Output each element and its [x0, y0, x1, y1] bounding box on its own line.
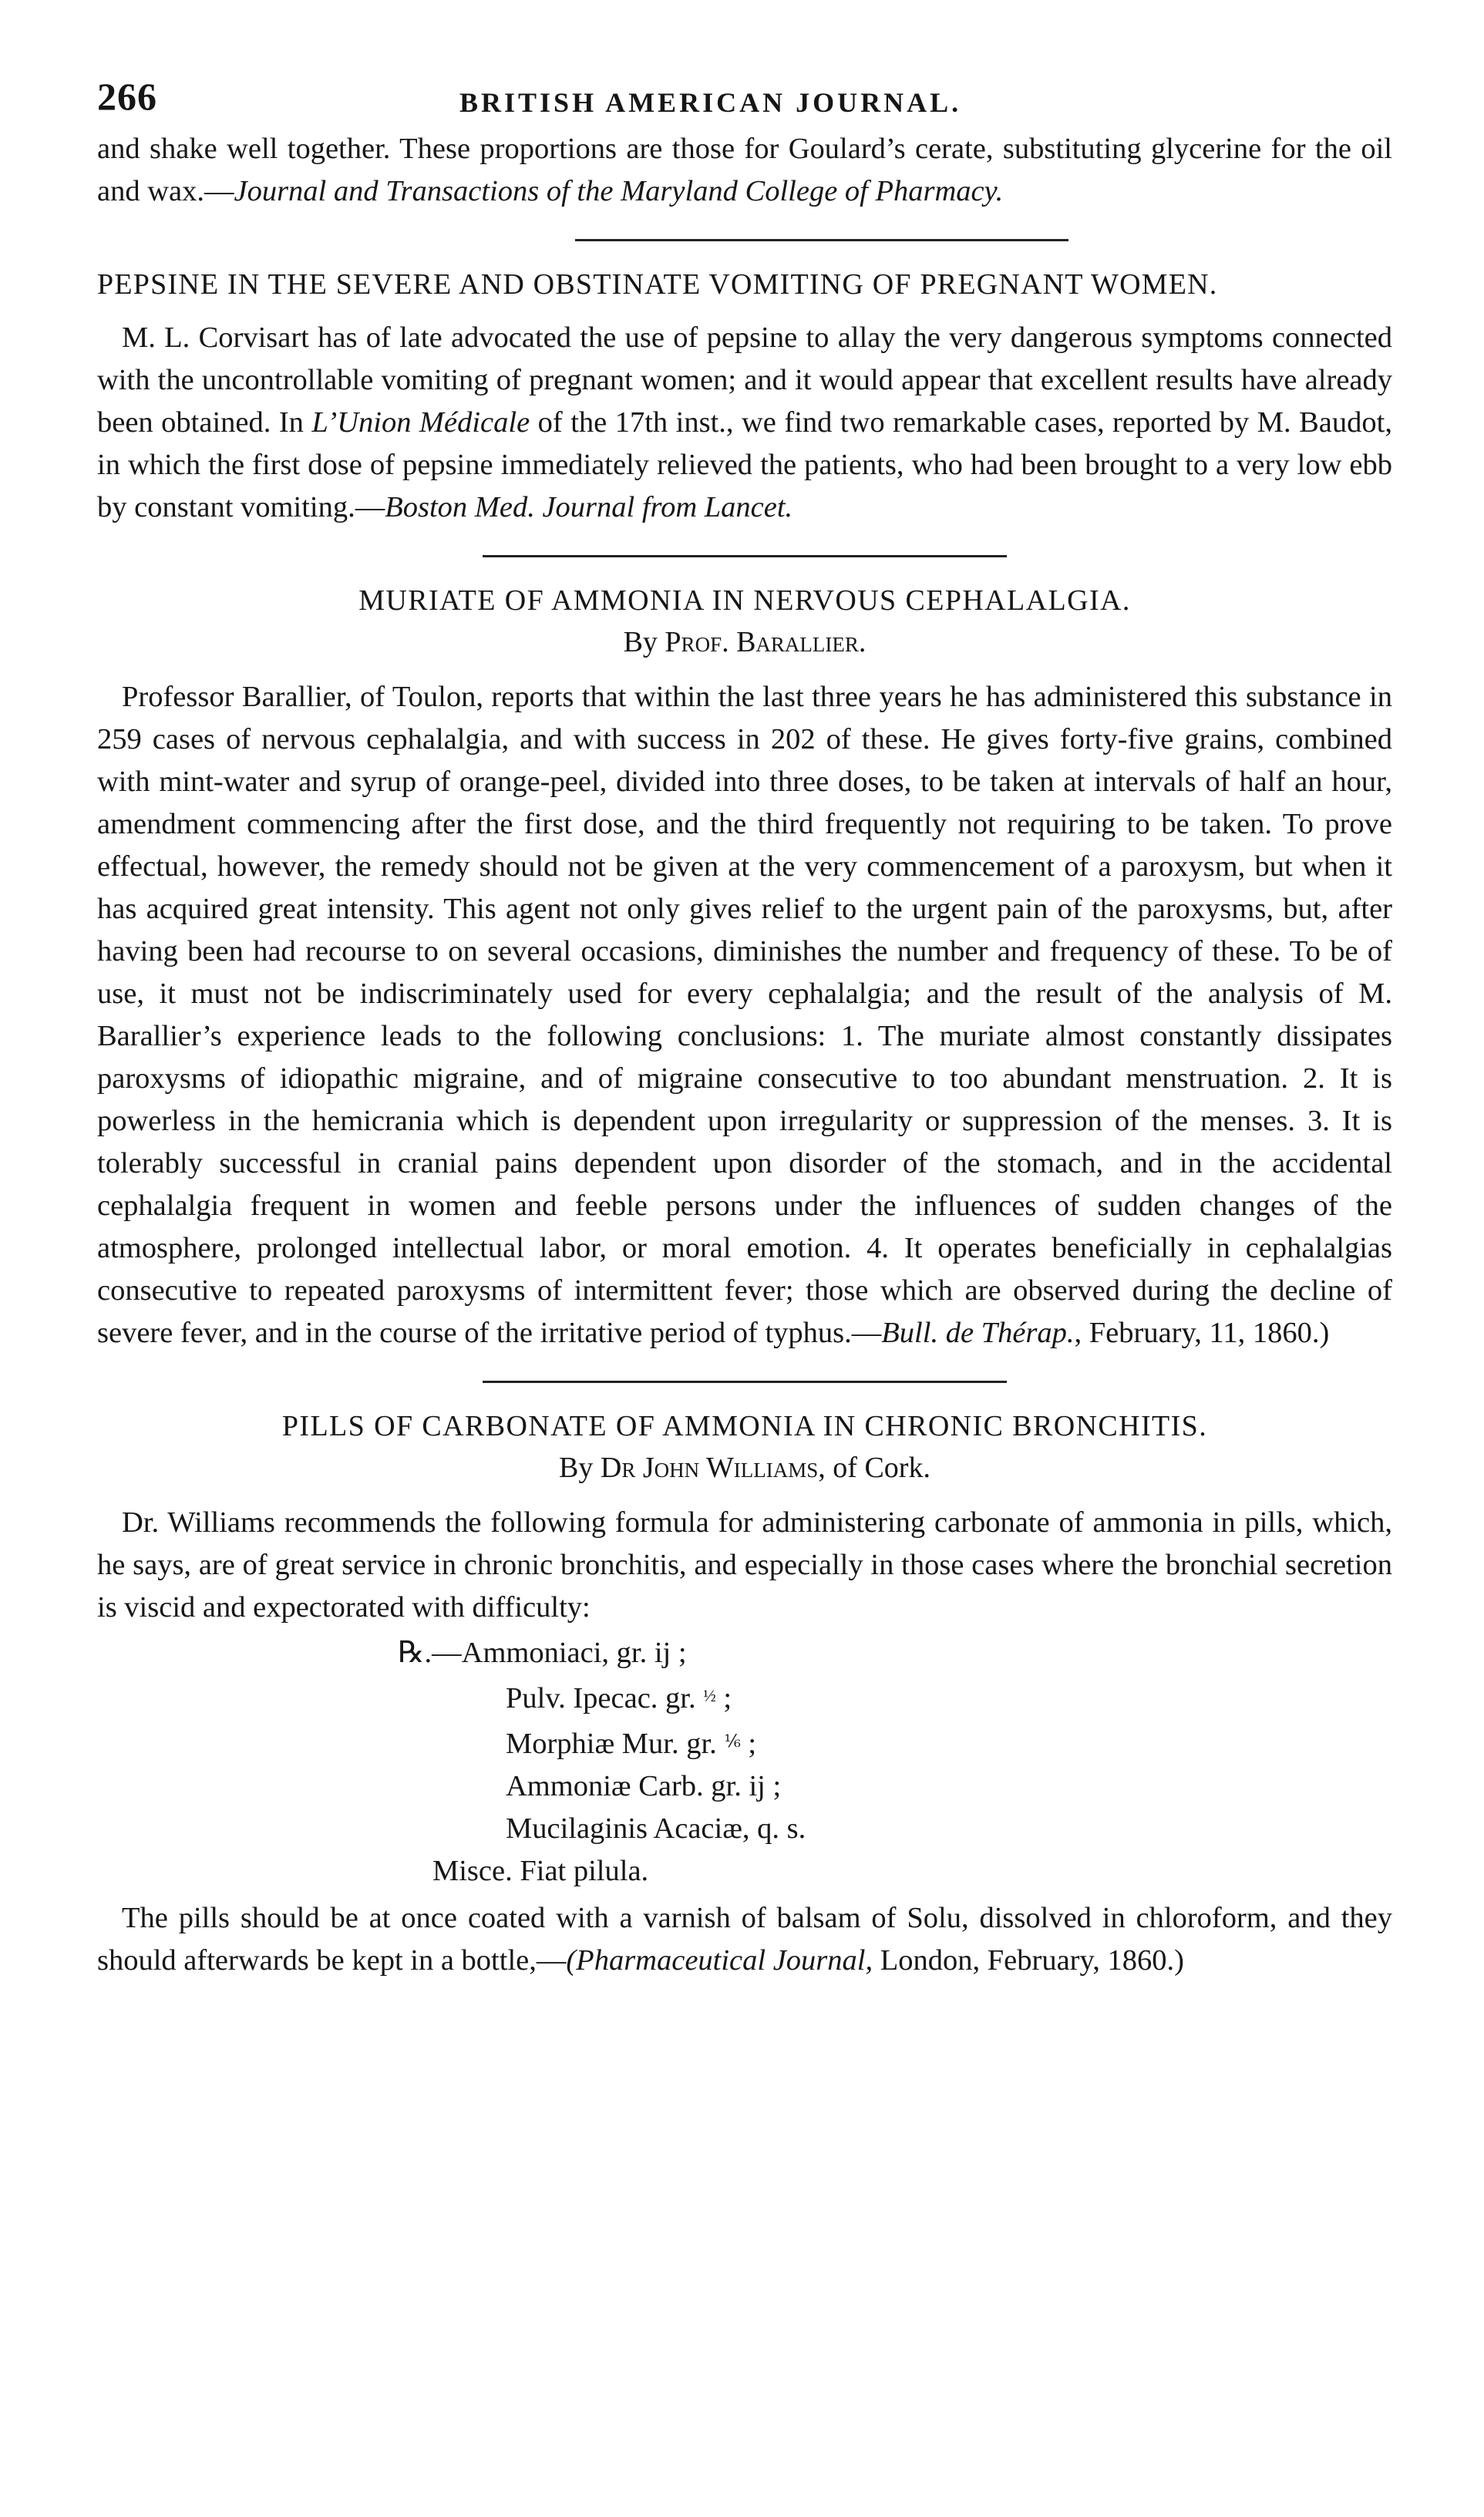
- article-heading-pills: PILLS OF CARBONATE OF AMMONIA IN CHRONIC BRONCHITIS.: [281, 1410, 1208, 1442]
- pepsine-journal: L’Union Médicale: [311, 406, 530, 439]
- prescription-formula: [97, 1632, 1392, 1893]
- running-title: BRITISH AMERICAN JOURNAL.: [459, 87, 962, 118]
- byline-prefix: By: [623, 626, 665, 658]
- pills-source: (Pharmaceutical Journal,: [566, 1944, 873, 1977]
- article-pills-closing: [97, 1897, 1392, 1982]
- byline-author: Dr John Williams: [600, 1452, 819, 1484]
- pills-text-b: The pills should be at once coated with a varnish of balsam of Solu, dissolved in chloroform, and they should afterwards be kept in a bottle,—: [97, 1902, 1392, 1977]
- intro-paragraph: [97, 128, 1392, 213]
- fraction-half: ½: [703, 1686, 716, 1705]
- article-heading-muriate: MURIATE OF AMMONIA IN NERVOUS CEPHALALGIA.: [358, 584, 1131, 617]
- byline-author: Prof. Barallier.: [665, 626, 867, 658]
- byline-pills: [97, 1451, 1392, 1485]
- formula-line: Ammoniæ Carb. gr. ij ;: [506, 1770, 782, 1802]
- journal-page: [97, 74, 1392, 1982]
- muriate-text-a: Professor Barallier, of Toulon, reports that within the last three years he has administered this substance in 259 cases of nervous cephalalgia, and with success in 202 of these. He gives forty-five grains, combined with mint-water and syrup of orange-peel, divided into three doses, to be taken at intervals of half an hour, amendment commencing after the first dose, and the third frequently not requiring to be taken. To prove effectual, however, the remedy should not be given at the very commencement of a paroxysm, but when it has acquired great intensity. This agent not only gives relief to the urgent pain of the paroxysms, but, after having been had recourse to on several occasions, diminishes the number and frequency of these. To be of use, it must not be indiscriminately used for every cephalalgia; and the result of the analysis of M. Barallier’s experience leads to the following conclusions: 1. The muriate almost constantly dissipates paroxysms of idiopathic migraine, and of migraine consecutive to too abundant menstruation. 2. It is powerless in the hemicrania which is dependent upon irregularity or suppression of the menses. 3. It is tolerably successful in cranial pains dependent upon disorder of the stomach, and in the accidental cephalalgia frequent in women and feeble persons under the influences of sudden changes of the atmosphere, prolonged intellectual labor, or moral emotion. 4. It operates beneficially in cephalalgias consecutive to repeated paroxysms of intermittent fever; those which are observed during the decline of severe fever, and in the course of the irritative period of typhus.—: [97, 681, 1392, 1349]
- byline-prefix: By: [559, 1452, 601, 1484]
- formula-line: Mucilaginis Acaciæ, q. s.: [506, 1812, 806, 1845]
- article-muriate-body: [97, 676, 1392, 1354]
- formula-line: Morphiæ Mur. gr. ⅙ ;: [97, 1720, 1392, 1765]
- article-pills-body: Dr. Williams recommends the following formula for administering carbonate of ammonia in pills, which, he says, are of great service in chronic bronchitis, and especially in those cases where the bronchial secretion is viscid and expectorated with difficulty:: [97, 1506, 1392, 1624]
- page-number: 266: [97, 75, 157, 118]
- pills-text-c: London, February, 1860.): [873, 1944, 1184, 1977]
- article-heading-pepsine: PEPSINE IN THE SEVERE AND OBSTINATE VOMITING OF PREGNANT WOMEN.: [97, 268, 1218, 301]
- section-divider: [575, 239, 1068, 241]
- formula-line: ℞.—Ammoniaci, gr. ij ;: [398, 1637, 687, 1669]
- formula-line: Misce. Fiat pilula.: [432, 1855, 649, 1887]
- fraction-sixth: ⅙: [724, 1731, 741, 1751]
- intro-source: Journal and Transactions of the Maryland College of Pharmacy.: [234, 175, 1004, 207]
- section-divider: [483, 555, 1007, 557]
- pepsine-text-a: M. L. Corvisart has of late advocated the use of pepsine to allay the very dangerous symptoms connected with the uncontrollable vomiting of pregnant women; and it would appear that excellent results have already been obtained. In: [97, 321, 1392, 439]
- article-pepsine-body: [97, 317, 1392, 529]
- intro-text: and shake well together. These proportions are those for Goulard’s cerate, substituting glycerine for the oil and wax.—: [97, 133, 1392, 207]
- muriate-source: Bull. de Thérap.: [881, 1317, 1075, 1349]
- muriate-text-b: , February, 11, 1860.): [1074, 1317, 1330, 1349]
- byline-muriate: [97, 625, 1392, 659]
- page-header: [97, 74, 1392, 128]
- byline-suffix: , of Cork.: [818, 1452, 930, 1484]
- formula-line: Pulv. Ipecac. gr. ½ ;: [97, 1674, 1392, 1720]
- pepsine-text-b: of the 17th inst., we find two remarkable cases, reported by M. Baudot, in which the first dose of pepsine immediately relieved the patients, who had been brought to a very low ebb by constant vomiting.—: [97, 406, 1392, 523]
- section-divider: [483, 1381, 1007, 1383]
- pepsine-source: Boston Med. Journal from Lancet.: [385, 491, 793, 523]
